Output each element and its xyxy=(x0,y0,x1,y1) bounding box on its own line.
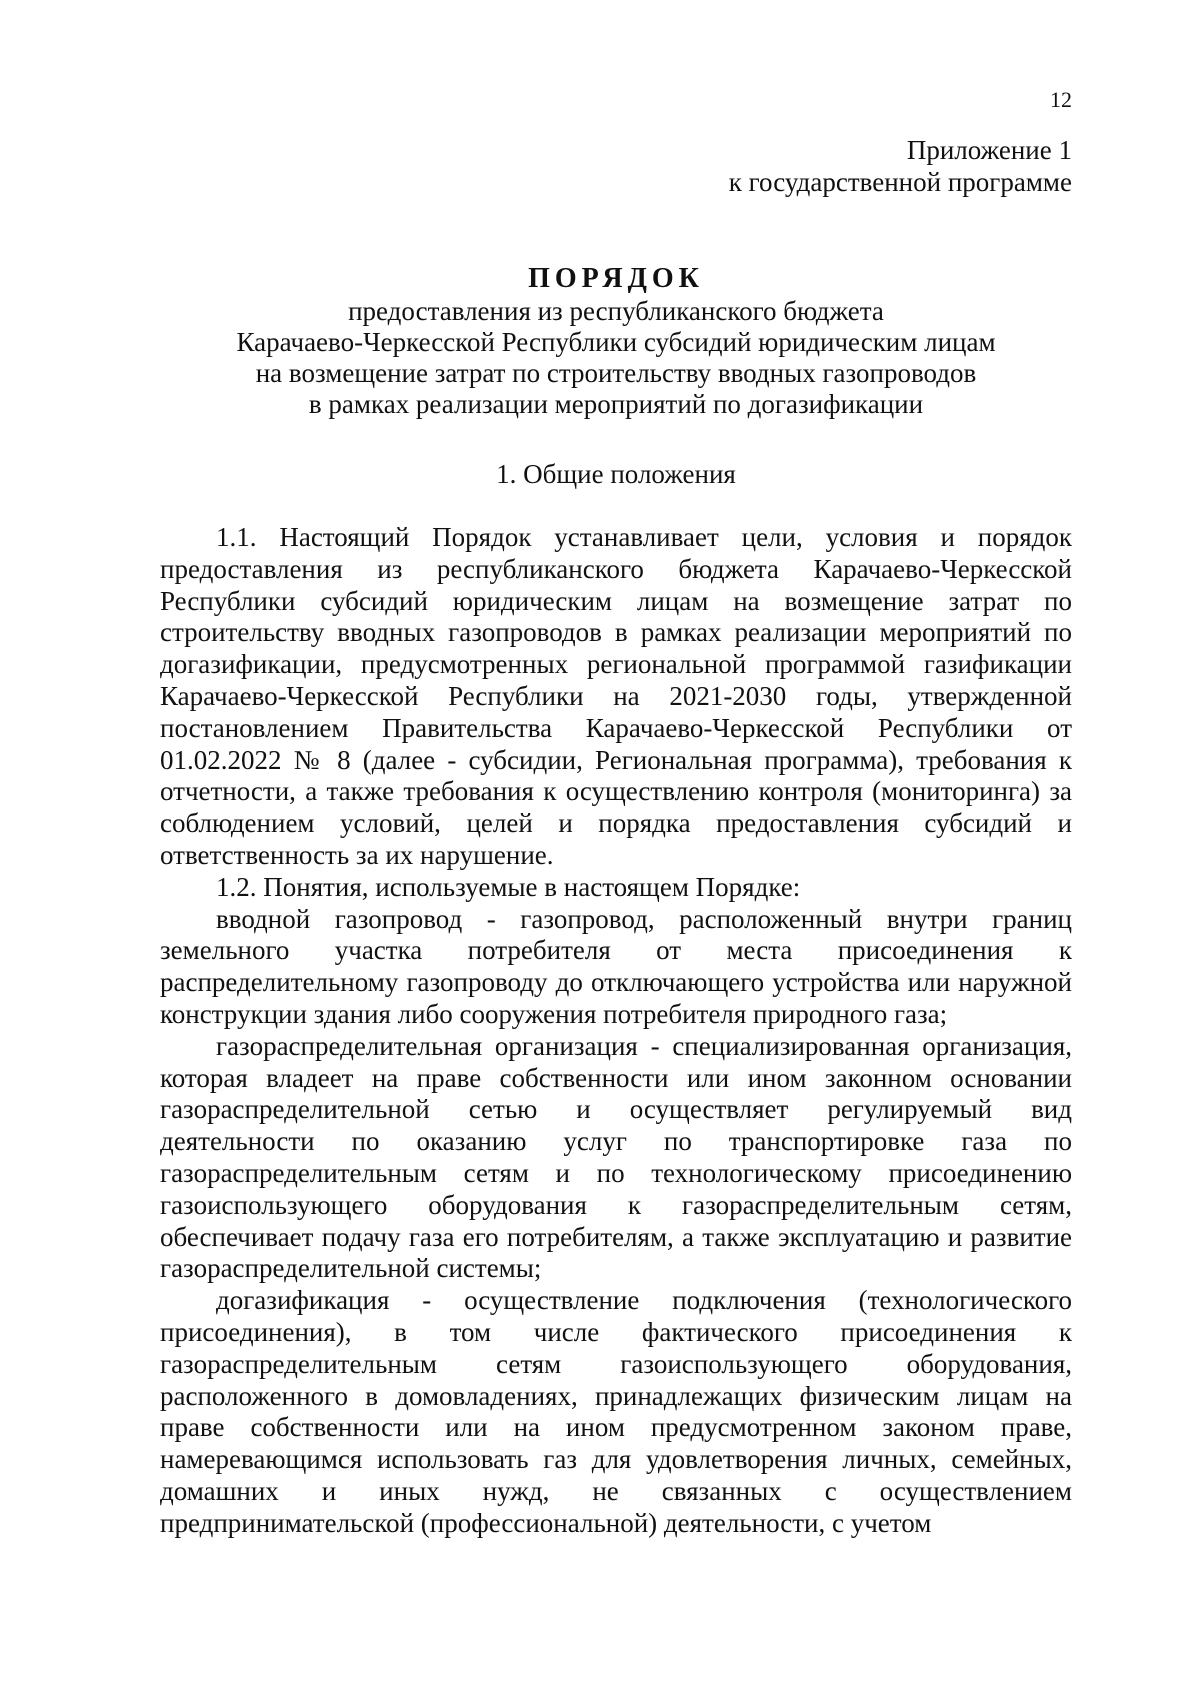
subtitle-line: на возмещение затрат по строительству вводных газопроводов xyxy=(255,358,977,388)
subtitle-line: предоставления из республиканского бюджета xyxy=(348,296,884,326)
paragraph: вводной газопровод - газопровод, расположенный внутри границ земельного участка потребителя от места присоединения к распределительному газопроводу до отключающего устройства или наружной конструкции здания либо сооружения потребителя природного газа; xyxy=(160,903,1072,1029)
section-heading: 1. Общие положения xyxy=(496,459,736,489)
document-title: ПОРЯДОК xyxy=(528,263,704,294)
appendix-note xyxy=(729,134,1072,198)
paragraph: догазификация - осуществление подключения (технологического присоединения), в том числе фактического присоединения к газораспределительным сетям газоиспользующего оборудования, расположенного в домовладениях, принадлежащих физическим лицам на праве собственности или на ином предусмотренном законом праве, намеревающимся использовать газ для удовлетворения личных, семейных, домашних и иных нужд, не связанных с осуществлением предпринимательской (профессиональной) деятельности, с учетом xyxy=(160,1285,1072,1538)
paragraph: газораспределительная организация - специализированная организация, которая владеет на праве собственности или ином законном основании газораспределительной сетью и осуществляет регулируемый вид деятельности по оказанию услуг по транспортировке газа по газораспределительным сетям и по технологическому присоединению газоиспользующего оборудования к газораспределительным сетям, обеспечивает подачу газа его потребителям, а также эксплуатацию и развитие газораспределительной системы; xyxy=(160,1030,1072,1284)
page-number: 12 xyxy=(1050,87,1072,112)
paragraph: 1.1. Настоящий Порядок устанавливает цели, условия и порядок предоставления из республиканского бюджета Карачаево-Черкесской Республики субсидий юридическим лицам на возмещение затрат по строительству вводных газопроводов в рамках реализации мероприятий по догазификации, предусмотренных региональной программой газификации Карачаево-Черкесской Республики на 2021-2030 годы, утвержденной постановлением Правительства Карачаево-Черкесской Республики от 01.02.2022 № 8 (далее - субсидии, Региональная программа), требования к отчетности, а также требования к осуществлению контроля (мониторинга) за соблюдением условий, целей и порядка предоставления субсидий и ответственность за их нарушение. xyxy=(160,522,1072,870)
paragraph: 1.2. Понятия, используемые в настоящем Порядке: xyxy=(216,871,801,902)
body-text xyxy=(160,522,1072,1540)
title-block xyxy=(160,262,1072,420)
appendix-line: к государственной программе xyxy=(728,167,1072,197)
appendix-line: Приложение 1 xyxy=(906,135,1072,165)
document-subtitle xyxy=(160,296,1072,420)
subtitle-line: Карачаево-Черкесской Республики субсидий юридическим лицам xyxy=(236,327,996,357)
subtitle-line: в рамках реализации мероприятий по догазификации xyxy=(308,389,924,419)
